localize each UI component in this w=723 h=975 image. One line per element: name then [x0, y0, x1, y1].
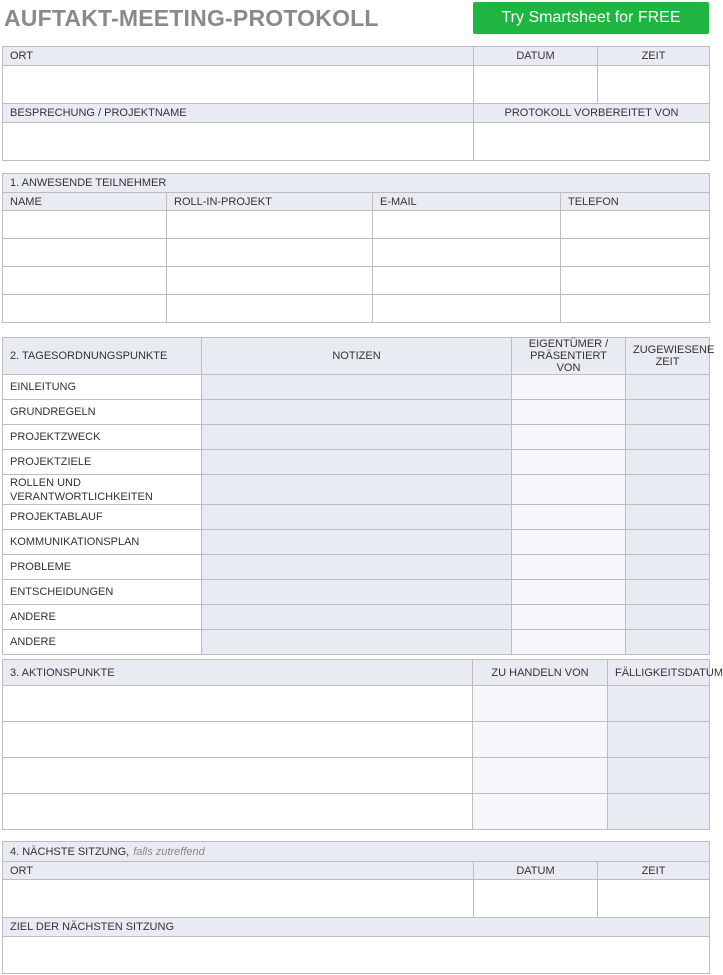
col-assigned-time: ZUGEWIESENE ZEIT — [626, 338, 710, 375]
owner-cell[interactable] — [512, 605, 626, 630]
time-cell[interactable] — [626, 400, 710, 425]
col-owner: EIGENTÜMER / PRÄSENTIERT VON — [512, 338, 626, 375]
notes-cell[interactable] — [202, 505, 512, 530]
notes-cell[interactable] — [202, 605, 512, 630]
agenda-item: PROBLEME — [3, 555, 202, 580]
action-cell[interactable] — [3, 758, 473, 794]
owner-cell[interactable] — [512, 425, 626, 450]
agenda-item: ENTSCHEIDUNGEN — [3, 580, 202, 605]
time-cell[interactable] — [626, 605, 710, 630]
notes-cell[interactable] — [202, 630, 512, 655]
agenda-table — [2, 337, 715, 655]
notes-cell[interactable] — [202, 375, 512, 400]
due-date-cell[interactable] — [608, 686, 710, 722]
notes-cell[interactable] — [202, 530, 512, 555]
participant-cell[interactable] — [3, 239, 167, 267]
participant-cell[interactable] — [167, 295, 373, 323]
participant-cell[interactable] — [373, 295, 561, 323]
meeting-info-table — [2, 46, 710, 161]
next-meeting-table — [2, 841, 710, 974]
zeit-field[interactable] — [598, 66, 710, 104]
participant-cell[interactable] — [167, 211, 373, 239]
time-cell[interactable] — [626, 425, 710, 450]
owner-cell[interactable] — [512, 375, 626, 400]
time-cell[interactable] — [626, 530, 710, 555]
col-notes: NOTIZEN — [202, 338, 512, 375]
section2-title: 2. TAGESORDNUNGSPUNKTE — [3, 338, 202, 375]
col-phone: TELEFON — [561, 193, 710, 211]
notes-cell[interactable] — [202, 425, 512, 450]
datum-field[interactable] — [474, 66, 598, 104]
participant-cell[interactable] — [3, 295, 167, 323]
section3-title: 3. AKTIONSPUNKTE — [3, 660, 473, 686]
participant-cell[interactable] — [373, 239, 561, 267]
page-title: AUFTAKT-MEETING-PROTOKOLL — [4, 5, 379, 31]
participant-cell[interactable] — [561, 211, 710, 239]
next-ort-label: ORT — [3, 862, 474, 880]
participant-cell[interactable] — [561, 295, 710, 323]
owner-cell[interactable] — [512, 530, 626, 555]
owner-cell[interactable] — [512, 505, 626, 530]
agenda-item: PROJEKTZWECK — [3, 425, 202, 450]
time-cell[interactable] — [626, 505, 710, 530]
ort-field[interactable] — [3, 66, 474, 104]
agenda-item: ANDERE — [3, 630, 202, 655]
vorbereitet-label: PROTOKOLL VORBEREITET VON — [474, 104, 710, 123]
time-cell[interactable] — [626, 375, 710, 400]
agenda-item: EINLEITUNG — [3, 375, 202, 400]
time-cell[interactable] — [626, 630, 710, 655]
next-ort-field[interactable] — [3, 880, 474, 918]
owner-cell[interactable] — [512, 400, 626, 425]
datum-label: DATUM — [474, 47, 598, 66]
col-email: E-MAIL — [373, 193, 561, 211]
col-due-date: FÄLLIGKEITSDATUM — [608, 660, 710, 686]
ziel-label: ZIEL DER NÄCHSTEN SITZUNG — [3, 918, 710, 937]
participant-cell[interactable] — [3, 267, 167, 295]
responsible-cell[interactable] — [473, 794, 608, 830]
agenda-item: PROJEKTZIELE — [3, 450, 202, 475]
time-cell[interactable] — [626, 475, 710, 505]
responsible-cell[interactable] — [473, 722, 608, 758]
ziel-field[interactable] — [3, 937, 710, 974]
agenda-item: ROLLEN UND VERANTWORTLICHKEITEN — [3, 475, 202, 505]
agenda-item: GRUNDREGELN — [3, 400, 202, 425]
owner-cell[interactable] — [512, 630, 626, 655]
participant-cell[interactable] — [561, 239, 710, 267]
participants-table — [2, 173, 710, 323]
time-cell[interactable] — [626, 450, 710, 475]
agenda-item: KOMMUNIKATIONSPLAN — [3, 530, 202, 555]
action-cell[interactable] — [3, 686, 473, 722]
next-datum-label: DATUM — [474, 862, 598, 880]
owner-cell[interactable] — [512, 580, 626, 605]
agenda-item: PROJEKTABLAUF — [3, 505, 202, 530]
besprechung-field[interactable] — [3, 123, 474, 161]
time-cell[interactable] — [626, 555, 710, 580]
notes-cell[interactable] — [202, 580, 512, 605]
col-name: NAME — [3, 193, 167, 211]
participant-cell[interactable] — [373, 211, 561, 239]
section4-title-cell — [3, 842, 710, 862]
participant-cell[interactable] — [373, 267, 561, 295]
action-cell[interactable] — [3, 794, 473, 830]
section1-title: 1. ANWESENDE TEILNEHMER — [3, 174, 710, 193]
try-smartsheet-button[interactable]: Try Smartsheet for FREE — [473, 2, 709, 34]
notes-cell[interactable] — [202, 555, 512, 580]
section4-subtitle: falls zutreffend — [133, 845, 205, 858]
participant-cell[interactable] — [167, 267, 373, 295]
due-date-cell[interactable] — [608, 758, 710, 794]
owner-cell[interactable] — [512, 450, 626, 475]
due-date-cell[interactable] — [608, 722, 710, 758]
action-items-table — [2, 659, 723, 830]
owner-cell[interactable] — [512, 475, 626, 505]
responsible-cell[interactable] — [473, 758, 608, 794]
participant-cell[interactable] — [167, 239, 373, 267]
notes-cell[interactable] — [202, 475, 512, 505]
vorbereitet-field[interactable] — [474, 123, 710, 161]
next-zeit-field[interactable] — [598, 880, 710, 918]
col-role: ROLL-IN-PROJEKT — [167, 193, 373, 211]
section4-title: 4. NÄCHSTE SITZUNG, — [10, 845, 130, 858]
next-zeit-label: ZEIT — [598, 862, 710, 880]
col-responsible: ZU HANDELN VON — [473, 660, 608, 686]
ort-label: ORT — [3, 47, 474, 66]
participant-cell[interactable] — [561, 267, 710, 295]
next-datum-field[interactable] — [474, 880, 598, 918]
time-cell[interactable] — [626, 580, 710, 605]
notes-cell[interactable] — [202, 400, 512, 425]
action-cell[interactable] — [3, 722, 473, 758]
owner-cell[interactable] — [512, 555, 626, 580]
zeit-label: ZEIT — [598, 47, 710, 66]
participant-cell[interactable] — [3, 211, 167, 239]
due-date-cell[interactable] — [608, 794, 710, 830]
besprechung-label: BESPRECHUNG / PROJEKTNAME — [3, 104, 474, 123]
notes-cell[interactable] — [202, 450, 512, 475]
responsible-cell[interactable] — [473, 686, 608, 722]
agenda-item: ANDERE — [3, 605, 202, 630]
